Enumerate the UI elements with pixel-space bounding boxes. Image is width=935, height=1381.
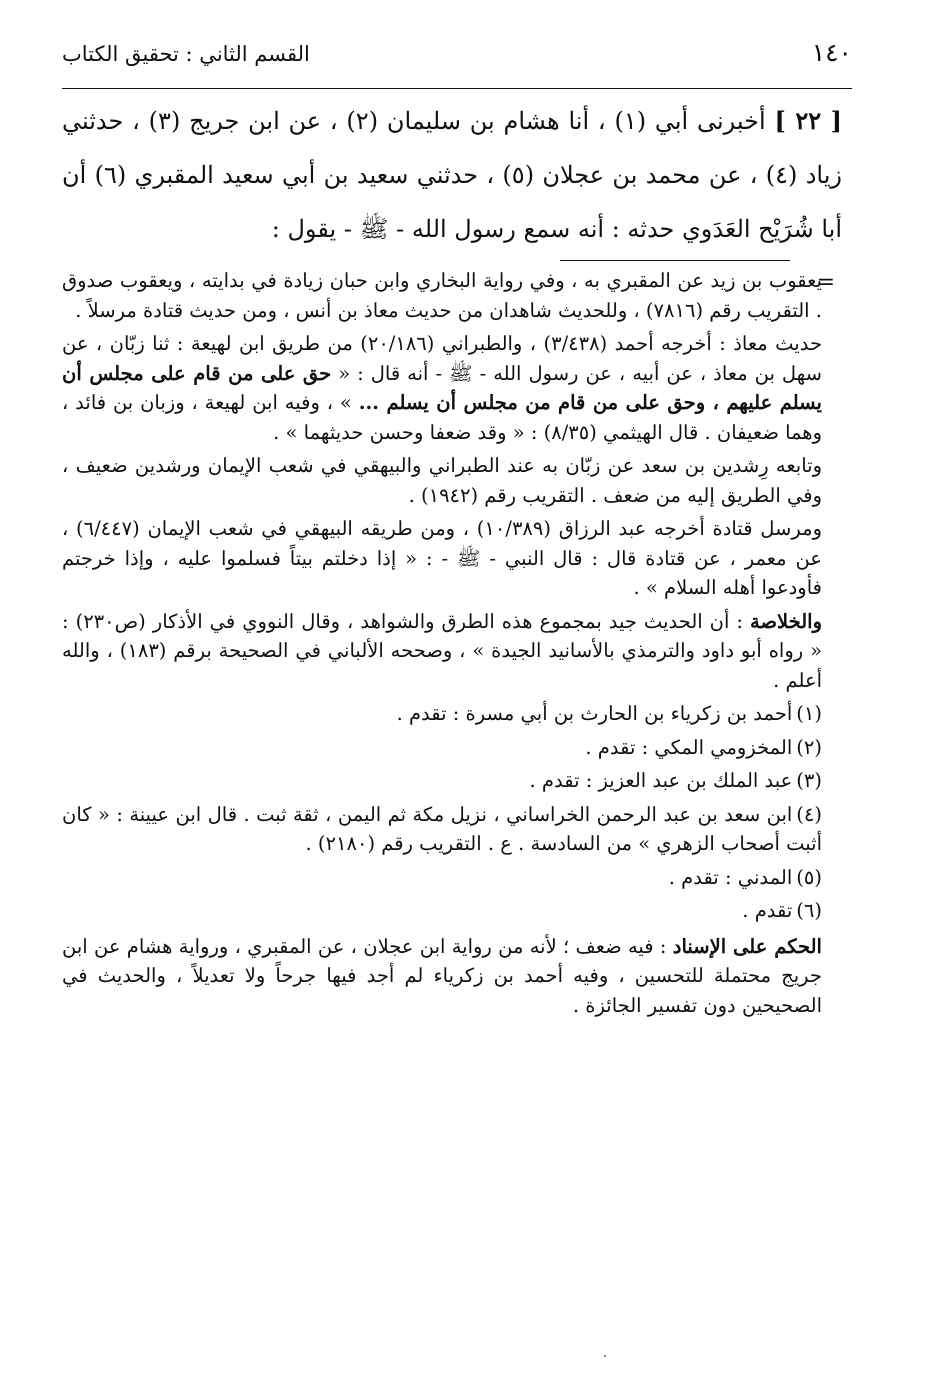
footnote-number: (٦) xyxy=(796,899,822,922)
footnote-separator xyxy=(560,260,790,261)
footnote-item xyxy=(62,863,822,893)
footnote-item xyxy=(62,766,822,796)
footnote-number: (٤) xyxy=(796,802,822,826)
summary-text: : أن الحديث جيد بمجموع هذه الطرق والشواهد ، وقال النووي في الأذكار (ص٢٣٠) : « رواه أبو داود والترمذي بالأسانيد الجيدة » ، وصححه الألباني في الصحيحة برقم (١٨٣) ، والله أعلم . xyxy=(62,609,823,692)
page-header xyxy=(62,38,852,80)
note-text: » ، وفيه ابن لهيعة ، وزبان بن فائد ، وهما ضعيفان . قال الهيثمي (٨/٣٥) : « وقد ضعفا وحسن حديثهما » . xyxy=(62,391,822,444)
footnote-item xyxy=(62,800,822,859)
note-paragraph xyxy=(62,607,822,696)
footnote-item xyxy=(62,896,822,926)
footnote-item xyxy=(62,699,822,729)
summary-label: والخلاصة xyxy=(749,609,822,633)
footnote-text: ابن سعد بن عبد الرحمن الخراساني ، نزيل مكة ثم اليمن ، ثقة ثبت . قال ابن عيينة : « كان أثبت أصحاب الزهري » من السادسة . ع . التقريب رقم (٢١٨٠) . xyxy=(62,802,822,855)
hadith-quote: حق على من قام على مجلس أن يسلم عليهم ، وحق على من قام من مجلس أن يسلم ... xyxy=(62,361,822,414)
footnote-number: (٣) xyxy=(796,769,822,792)
note-paragraph: ومرسل قتادة أخرجه عبد الرزاق (١٠/٣٨٩) ، ومن طريقه البيهقي في شعب الإيمان (٦/٤٤٧) ، عن معمر ، عن قتادة قال : قال النبي - ﷺ - : « إذا دخلتم بيتاً فسلموا عليه ، وإذا خرجتم فأودعوا أهله السلام » . xyxy=(62,517,823,599)
footnote-number: (٢) xyxy=(796,735,822,759)
note-paragraph: وتابعه رِشدين بن سعد عن زبّان به عند الطبراني والبيهقي في شعب الإيمان ورشدين ضعيف ، وفي الطريق إليه من ضعف . التقريب رقم (١٩٤٢) . xyxy=(62,454,822,507)
running-title: القسم الثاني : تحقيق الكتاب xyxy=(62,42,310,66)
page-number: ١٤٠ xyxy=(811,38,852,67)
hadith-body: أخبرنى أبي (١) ، أنا هشام بن سليمان (٢) ، عن ابن جريج (٣) ، حدثني زياد (٤) ، عن محمد بن عجلان (٥) ، حدثني سعيد بن أبي سعيد المقبري (٦) أن أبا شُرَيْح العَدَوي حدثه : أنه سمع رسول الله - ﷺ - يقول : xyxy=(62,107,842,243)
note-text: حديث معاذ : أخرجه أحمد (٣/٤٣٨) ، والطبراني (٢٠/١٨٦) من طريق ابن لهيعة : ثنا زبّان ، عن سهل بن معاذ ، عن أبيه ، عن رسول الله - ﷺ - أنه قال : « xyxy=(62,332,823,385)
header-rule xyxy=(62,88,852,89)
hadith-text xyxy=(62,94,842,256)
footnotes-section xyxy=(62,266,822,1024)
verdict-text: : فيه ضعف ؛ لأنه من رواية ابن عجلان ، عن المقبري ، ورواية هشام عن ابن جريج محتملة للتحسين ، وفيه أحمد بن زكرياء لم أجد فيها جرحاً ولا تعديلاً ، والحديث في الصحيحين دون تفسير الجائزة . xyxy=(62,934,822,1017)
footnote-item xyxy=(62,733,822,763)
hadith-number: [ ٢٢ ] xyxy=(774,106,843,135)
continuation-mark: = xyxy=(816,270,835,295)
scan-speck xyxy=(604,1355,606,1357)
footnote-text: أحمد بن زكرياء بن الحارث بن أبي مسرة : تقدم . xyxy=(396,702,793,725)
footnote-text: المدني : تقدم . xyxy=(668,865,793,889)
footnote-text: المخزومي المكي : تقدم . xyxy=(585,735,793,759)
note-paragraph xyxy=(62,329,822,447)
footnote-text: تقدم . xyxy=(742,899,793,922)
verdict-label: الحكم على الإسناد xyxy=(672,934,822,958)
isnad-verdict xyxy=(62,932,822,1021)
footnote-text: عبد الملك بن عبد العزيز : تقدم . xyxy=(529,769,793,792)
footnote-number: (٥) xyxy=(796,865,822,889)
footnote-number: (١) xyxy=(796,702,822,725)
note-paragraph: يعقوب بن زيد عن المقبري به ، وفي رواية البخاري وابن حبان زيادة في بدايته ، ويعقوب صدوق . التقريب رقم (٧٨١٦) ، وللحديث شاهدان من حديث معاذ بن أنس ، ومن حديث قتادة مرسلاً . xyxy=(62,269,822,322)
